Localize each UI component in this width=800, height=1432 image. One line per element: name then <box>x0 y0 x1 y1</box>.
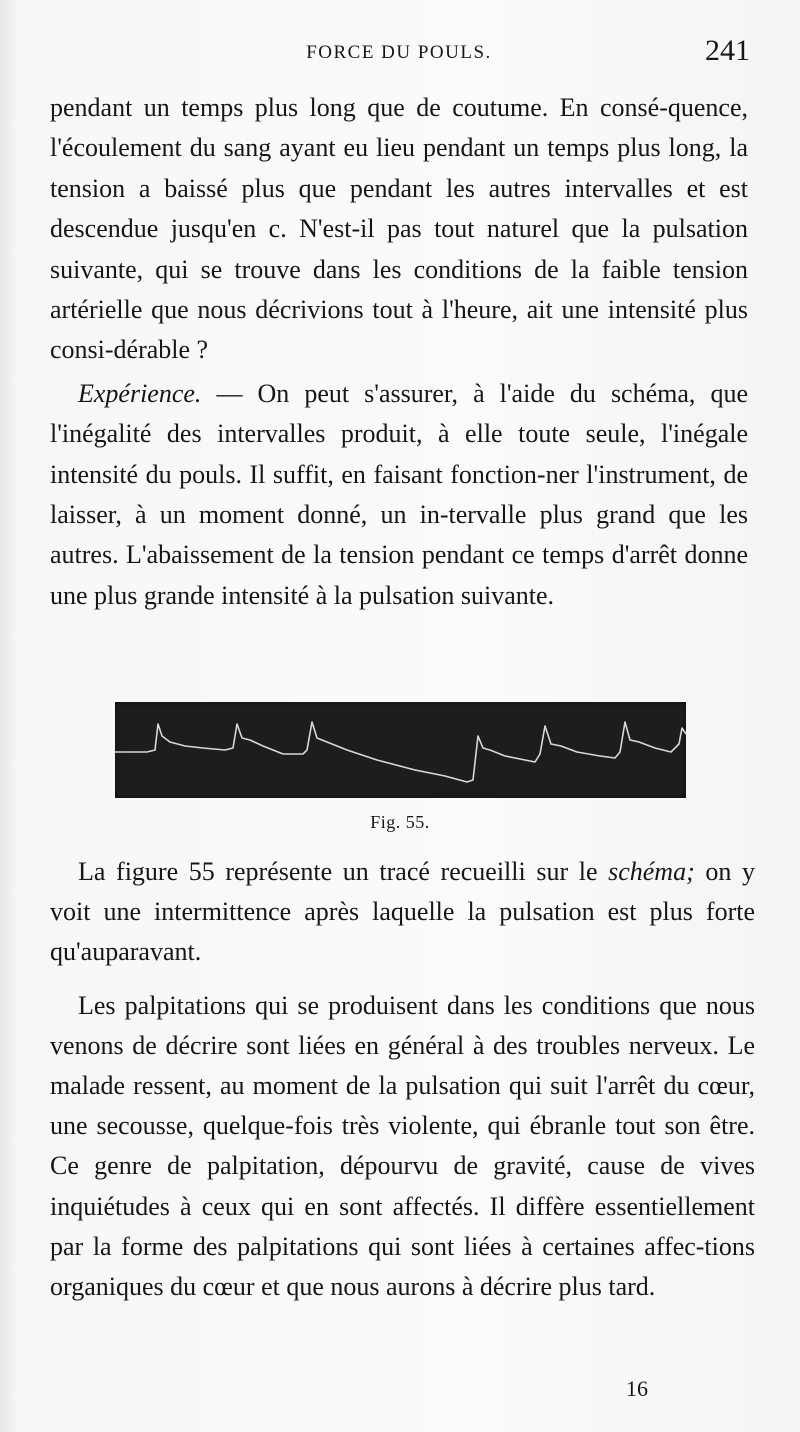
figure-text-before: La figure 55 représente un tracé recueilli sur le <box>78 857 609 886</box>
paragraph-palpitations: Les palpitations qui se produisent dans les conditions que nous venons de décrire sont liées en général à des troubles nerveux. Le malade ressent, au moment de la pulsation qui suit l'arrêt du cœur, une secousse, quelque-fois très violente, qui ébranle tout son être. Ce genre de palpitation, dépourvu de gravité, cause de vives inquiétudes à ceux qui en sont affectés. Il diffère essentiellement par la forme des palpitations qui sont liées à certaines affec-tions organiques du cœur et que nous aurons à décrire plus tard. <box>50 990 755 1302</box>
paragraph-continuation: pendant un temps plus long que de coutume. En consé-quence, l'écoulement du sang ayant eu lieu pendant un temps plus long, la tension a baissé plus que pendant les autres intervalles et est descendue jusqu'en c. N'est-il pas tout naturel que la pulsation suivante, qui se trouve dans les conditions de la faible tension artérielle que nous décrivions tout à l'heure, ait une intensité plus consi-dérable ? <box>50 93 748 365</box>
signature-mark: 16 <box>626 1376 648 1401</box>
paragraph-experience <box>50 374 748 616</box>
pulse-trace-line <box>115 722 686 782</box>
running-head: FORCE DU POULS. <box>306 42 492 63</box>
paragraph-figure-description <box>50 852 755 973</box>
experience-label: Expérience. <box>78 378 202 408</box>
figure-text-after: on y voit une intermittence après laquelle la pulsation est plus forte qu'auparavant. <box>50 857 755 967</box>
page-number: 241 <box>705 34 750 67</box>
pulse-trace-graphic <box>115 702 686 798</box>
experience-text: — On peut s'assurer, à l'aide du schéma, que l'inégalité des intervalles produit, à elle toute seule, l'inégale intensité du pouls. Il suffit, en faisant fonction-ner l'instrument, de laisser, à un moment donné, un in-tervalle plus grand que les autres. L'abaissement de la tension pendant ce temps d'arrêt donne une plus grande intensité à la pulsation suivante. <box>50 378 748 610</box>
body-text-bottom <box>50 852 755 1307</box>
figure-55-trace <box>115 702 686 798</box>
body-text-top <box>50 88 748 616</box>
figure-text-italic: schéma; <box>608 857 695 886</box>
page-header <box>48 36 750 76</box>
figure-caption: Fig. 55. <box>370 812 430 832</box>
